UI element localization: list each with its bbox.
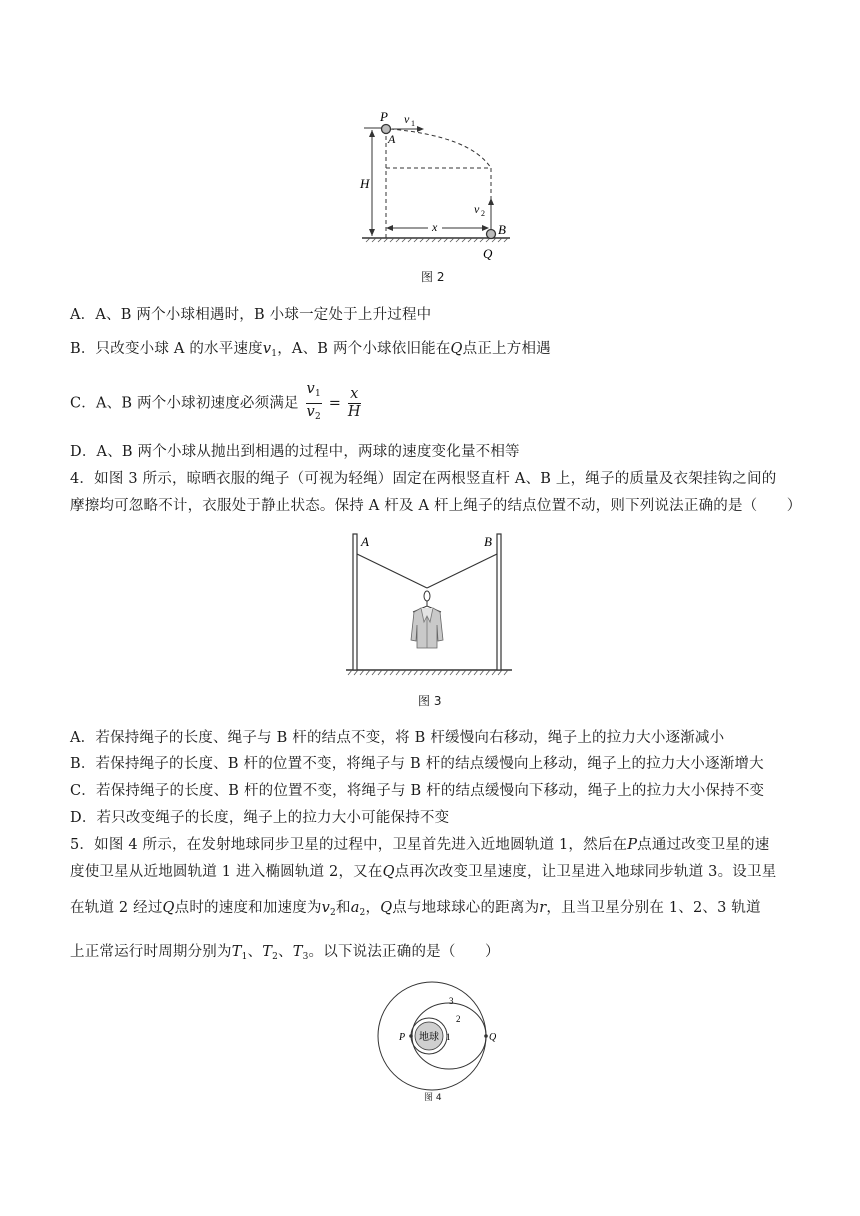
label-v2: v xyxy=(474,202,480,216)
label-p: P xyxy=(380,109,388,124)
q5-l1-post: 点通过改变卫星的速 xyxy=(637,837,770,853)
q4-option-c: C．若保持绳子的长度、B 杆的位置不变，将绳子与 B 杆的结点缓慢向下移动，绳子上的拉力大小保持不变 xyxy=(70,783,765,799)
q5-l3-r: r xyxy=(539,900,547,916)
q5-l3-q: Q xyxy=(162,900,175,916)
label-h: H xyxy=(360,176,370,191)
period-t1-sub: 1 xyxy=(241,952,248,962)
q5-stem-line-2 xyxy=(70,860,776,881)
q5-stem-line-1 xyxy=(70,833,769,854)
label-v1: v xyxy=(404,112,410,126)
q5-l3-c: ， xyxy=(365,900,381,916)
period-t1: T xyxy=(231,944,242,960)
q5-l3-d: 点与地球球心的距离为 xyxy=(392,900,540,916)
q3-option-a: A．A、B 两个小球相遇时，B 小球一定处于上升过程中 xyxy=(70,307,432,323)
equals-sign: = xyxy=(328,395,342,412)
q5-l1-pre: 5．如图 4 所示，在发射地球同步卫星的过程中，卫星首先进入近地圆轨道 1，然后在 xyxy=(70,837,628,853)
q4-option-a: A．若保持绳子的长度、绳子与 B 杆的结点不变，将 B 杆缓慢向右移动，绳子上的拉力大小逐渐减小 xyxy=(70,730,725,746)
q5-stem-line-4 xyxy=(70,940,500,962)
sep-1: 、 xyxy=(247,944,263,960)
period-t3: T xyxy=(292,944,303,960)
label-v2-sub: 2 xyxy=(481,209,485,218)
q3-option-b-pre: B．只改变小球 A 的水平速度 xyxy=(70,341,263,357)
q5-l3-v-sub: 2 xyxy=(330,908,336,918)
figure-2-caption: 图 2 xyxy=(421,270,445,284)
figure-4-diagram xyxy=(370,980,500,1095)
figure-4-caption: 图 4 xyxy=(424,1093,442,1103)
q5-l3-a2: a xyxy=(350,900,360,916)
label-a: A xyxy=(388,132,396,146)
q5-stem-line-3 xyxy=(70,896,761,918)
q4-option-b: B．若保持绳子的长度、B 杆的位置不变，将绳子与 B 杆的结点缓慢向上移动，绳子上的拉力大小逐渐增大 xyxy=(70,756,764,772)
q5-l3-e: ，且当卫星分别在 1、2、3 轨道 xyxy=(546,900,761,916)
q3-option-c-pre: C．A、B 两个小球初速度必须满足 xyxy=(70,395,299,412)
q3-option-b-var: v xyxy=(262,341,272,357)
q4-option-d: D．若只改变绳子的长度，绳子上的拉力大小可能保持不变 xyxy=(70,810,450,826)
figure-2-diagram xyxy=(340,100,540,260)
period-t2: T xyxy=(262,944,273,960)
period-t2-sub: 2 xyxy=(272,952,279,962)
q5-l2-post: 点再次改变卫星速度，让卫星进入地球同步轨道 3。设卫星 xyxy=(394,864,777,880)
frac-num: v xyxy=(306,381,315,397)
frac-h: H xyxy=(347,404,361,420)
label-orbit-3: 3 xyxy=(449,996,454,1006)
q5-l2-pre: 度使卫星从近地圆轨道 1 进入椭圆轨道 2，又在 xyxy=(70,864,383,880)
q5-l3-a: 在轨道 2 经过 xyxy=(70,900,163,916)
q3-option-b-q: Q xyxy=(450,341,463,357)
q5-l3-a2-sub: 2 xyxy=(359,908,366,918)
label-v1-sub: 1 xyxy=(411,119,415,128)
frac-num-sub: 1 xyxy=(314,389,321,399)
sep-2: 、 xyxy=(278,944,293,960)
frac-den-sub: 2 xyxy=(314,412,321,422)
q5-l4-pre: 上正常运行时周期分别为 xyxy=(70,944,232,960)
figure-3-diagram xyxy=(340,530,520,680)
label-orbit-1: 1 xyxy=(446,1032,451,1042)
period-t3-sub: 3 xyxy=(302,952,309,962)
fraction-x-h xyxy=(348,386,361,421)
q5-l1-p: P xyxy=(627,837,638,853)
q3-option-b-sub: 1 xyxy=(271,349,278,359)
q5-l2-q: Q xyxy=(382,864,395,880)
q3-option-b-end: 点正上方相遇 xyxy=(462,341,551,357)
q5-l3-q2: Q xyxy=(380,900,393,916)
q3-option-b xyxy=(70,337,551,359)
label-point-q: Q xyxy=(489,1032,497,1043)
q4-stem-line-2: 摩擦均可忽略不计，衣服处于静止状态。保持 A 杆及 A 杆上绳子的结点位置不动，则下列说法正确的是（ ） xyxy=(70,498,802,514)
label-pole-b: B xyxy=(484,534,492,549)
fraction-v1-v2 xyxy=(306,381,322,426)
q3-option-d: D．A、B 两个小球从抛出到相遇的过程中，两球的速度变化量不相等 xyxy=(70,444,520,460)
label-pole-a: A xyxy=(361,534,369,549)
label-q: Q xyxy=(483,246,493,261)
frac-x: x xyxy=(348,386,361,404)
q5-l3-and: 和 xyxy=(335,900,351,916)
q3-option-b-post: ，A、B 两个小球依旧能在 xyxy=(277,341,451,357)
q4-stem-line-1: 4．如图 3 所示，晾晒衣服的绳子（可视为轻绳）固定在两根竖直杆 A、B 上，绳子的质量及衣架挂钩之间的 xyxy=(70,471,777,487)
label-orbit-2: 2 xyxy=(456,1014,461,1024)
q5-l4-post: 。以下说法正确的是（ ） xyxy=(308,944,500,960)
label-b: B xyxy=(498,222,506,237)
label-x: x xyxy=(432,220,438,234)
q3-option-c xyxy=(70,381,363,426)
label-earth: 地球 xyxy=(419,1032,439,1043)
label-point-p: P xyxy=(399,1032,406,1043)
q5-l3-v: v xyxy=(321,900,331,916)
q5-l3-b: 点时的速度和加速度为 xyxy=(174,900,322,916)
figure-3-caption: 图 3 xyxy=(418,694,442,708)
frac-den: v xyxy=(306,404,315,420)
